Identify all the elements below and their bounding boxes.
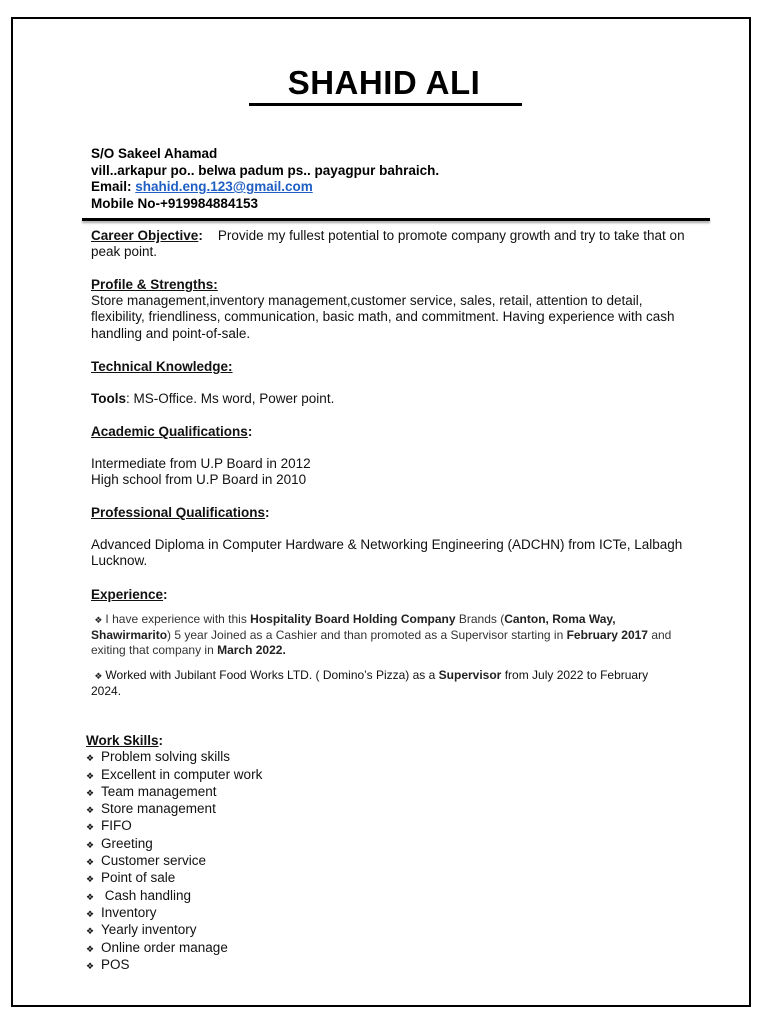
skill-label: Online order manage [101, 939, 228, 955]
list-item [86, 836, 262, 853]
exp2-role: Supervisor [438, 668, 502, 682]
exp1-text-3: ) 5 year Joined as a Cashier and than promoted as a Supervisor starting in [167, 628, 567, 642]
profile-heading: Profile & Strengths: [91, 277, 218, 292]
parent-name: S/O Sakeel Ahamad [91, 146, 218, 161]
list-item [86, 784, 262, 801]
exp1-brands: Canton, Roma Way, Shawirmarito [91, 612, 616, 642]
tools-line [91, 391, 691, 407]
diamond-bullet-icon: ❖ [86, 787, 95, 798]
exp1-company: Hospitality Board Holding Company [250, 612, 456, 626]
diamond-bullet-icon: ❖ [86, 943, 95, 954]
skill-label: Yearly inventory [101, 922, 197, 938]
address: vill..arkapur po.. belwa padum ps.. payagpur bahraich. [91, 162, 440, 178]
profile-text: Store management,inventory management,customer service, sales, retail, attention to detail, flexibility, friendliness, communication, basic math, and commitment. Having experience with cash handling and point-of-sale. [91, 293, 675, 341]
career-objective-section [91, 228, 691, 260]
academic-line-2: High school from U.P Board in 2010 [91, 472, 307, 488]
experience-item-2 [91, 668, 681, 699]
experience-heading-line [91, 587, 691, 603]
professional-section [91, 505, 691, 570]
skill-label: Greeting [101, 835, 153, 851]
experience-item-1 [91, 612, 681, 658]
skill-label: FIFO [101, 818, 132, 834]
academic-section [91, 424, 691, 489]
list-item [86, 888, 262, 905]
diamond-bullet-icon: ❖ [86, 891, 95, 902]
list-item [86, 818, 262, 835]
list-item [86, 853, 262, 870]
professional-heading: Professional Qualifications [91, 505, 266, 520]
diamond-bullet-icon: ❖ [86, 770, 95, 781]
diamond-bullet-icon: ❖ [86, 839, 95, 850]
exp1-end-date: March 2022. [217, 643, 286, 657]
list-item [86, 940, 262, 957]
skill-label: POS [101, 956, 130, 972]
skill-label: Store management [101, 801, 216, 817]
diamond-bullet-icon: ❖ [86, 926, 95, 937]
skill-label: Excellent in computer work [101, 766, 263, 782]
technical-section [91, 359, 691, 407]
career-objective-heading: Career Objective [91, 228, 199, 243]
list-item [86, 801, 262, 818]
skill-label: Team management [101, 783, 217, 799]
work-skills-section [86, 733, 262, 974]
skill-label: Cash handling [101, 887, 192, 903]
exp2-text-1: Worked with Jubilant Food Works LTD. ( Domino’s Pizza) as a [105, 668, 439, 682]
exp1-text-1: I have experience with this [105, 612, 251, 626]
name-underline [249, 103, 522, 106]
professional-colon: : [265, 505, 270, 520]
mobile-number: Mobile No-+919984884153 [91, 195, 258, 211]
experience-heading: Experience [91, 587, 164, 602]
diamond-bullet-icon: ❖ [86, 805, 95, 816]
career-objective-colon: : [198, 228, 203, 243]
work-skills-colon: : [158, 733, 164, 748]
list-item [86, 922, 262, 939]
work-skills-heading: Work Skills [86, 733, 159, 748]
exp1-start-date: February 2017 [566, 628, 648, 642]
technical-heading: Technical Knowledge: [91, 359, 233, 374]
profile-section [91, 277, 691, 342]
list-item [86, 957, 262, 974]
career-objective-text: Provide my fullest potential to promote company growth and try to take that on peak point. [91, 228, 685, 260]
skill-label: Problem solving skills [101, 749, 231, 765]
diamond-bullet-icon: ❖ [86, 874, 95, 885]
contact-block [91, 146, 439, 212]
work-skills-list [86, 749, 262, 974]
diamond-bullet-icon: ❖ [86, 822, 95, 833]
skill-label: Point of sale [101, 870, 176, 886]
list-item [86, 767, 262, 784]
diamond-bullet-icon: ❖ [86, 960, 95, 971]
list-item [86, 870, 262, 887]
academic-line-1: Intermediate from U.P Board in 2012 [91, 456, 311, 472]
tools-label: Tools [91, 391, 126, 407]
diamond-bullet-icon: ❖ [94, 671, 103, 681]
email-line [91, 179, 439, 196]
contact-divider [82, 218, 710, 221]
diamond-bullet-icon: ❖ [94, 615, 103, 625]
academic-colon: : [247, 424, 253, 439]
academic-heading: Academic Qualifications [91, 424, 248, 439]
exp2-text-2: from July 2022 to February 2024. [91, 668, 649, 698]
resume-name: SHAHID ALI [287, 64, 481, 101]
exp1-text-2: Brands ( [455, 612, 505, 626]
list-item [86, 749, 262, 766]
diamond-bullet-icon: ❖ [86, 753, 95, 764]
skill-label: Inventory [101, 904, 157, 920]
tools-text: : MS-Office. Ms word, Power point. [126, 391, 335, 407]
experience-colon: : [163, 587, 168, 602]
skill-label: Customer service [101, 853, 207, 869]
email-link[interactable]: shahid.eng.123@gmail.com [135, 179, 313, 194]
diamond-bullet-icon: ❖ [86, 857, 95, 868]
diamond-bullet-icon: ❖ [86, 908, 95, 919]
email-label: Email: [91, 179, 136, 194]
professional-text: Advanced Diploma in Computer Hardware & Networking Engineering (ADCHN) from ICTe, Lalbagh Lucknow. [91, 537, 683, 569]
list-item [86, 905, 262, 922]
exp1-text-4: and exiting that company in [91, 628, 672, 657]
